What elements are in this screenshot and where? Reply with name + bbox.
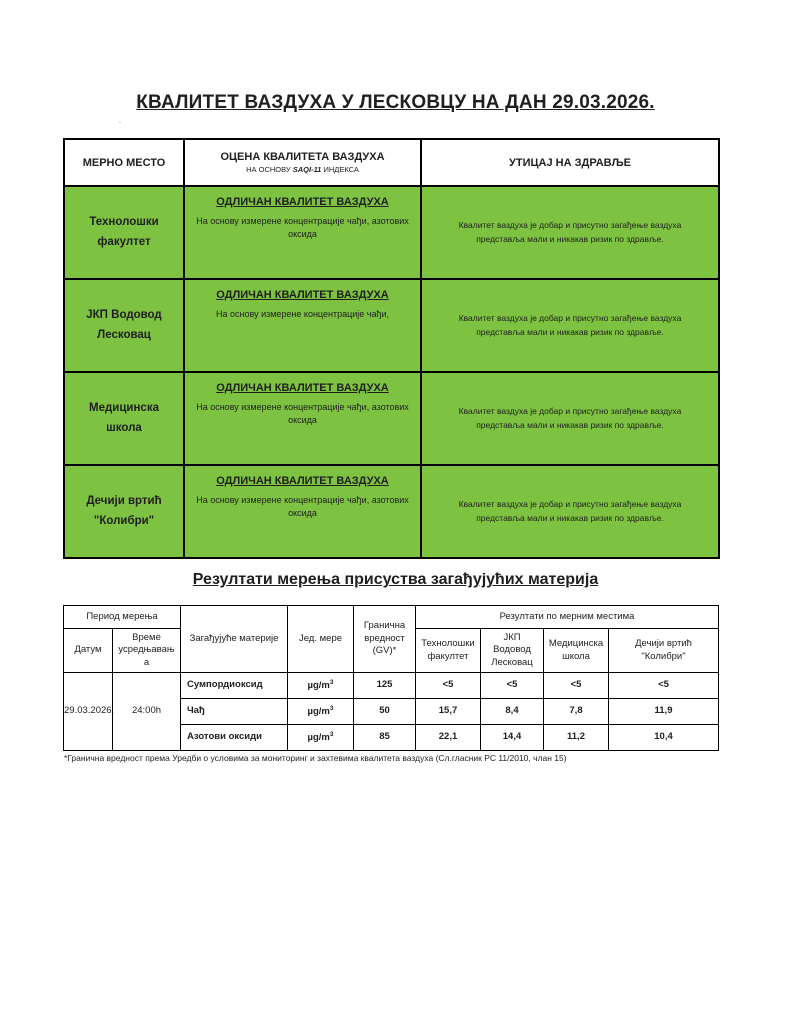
station-name-cell: Технолошки факултет (64, 186, 184, 279)
air-quality-assessment-table (63, 138, 720, 559)
rating-cell (184, 372, 421, 465)
header-site-4: Дечији вртић "Колибри" (609, 629, 719, 673)
limit-value-cell: 125 (354, 673, 416, 699)
station-name-cell: Медицинска школа (64, 372, 184, 465)
result-value-cell: 15,7 (416, 699, 481, 725)
rating-subtitle-prefix: НА ОСНОВУ (246, 165, 293, 174)
header-averaging-time: Време усредњавања (113, 629, 181, 673)
table-row (64, 465, 719, 558)
unit-base: µg/m (307, 705, 330, 717)
unit-cell (288, 725, 354, 751)
result-value-cell: 22,1 (416, 725, 481, 751)
result-value-cell: 11,2 (544, 725, 609, 751)
result-value-cell: 7,8 (544, 699, 609, 725)
station-name-cell: Дечији вртић "Колибри" (64, 465, 184, 558)
rating-cell (184, 465, 421, 558)
header-pollutants: Загађујуће материје (181, 606, 288, 673)
table-row (64, 186, 719, 279)
rating-value: ОДЛИЧАН КВАЛИТЕТ ВАЗДУХА (216, 475, 389, 487)
unit-exponent: 3 (329, 704, 334, 712)
result-value-cell: <5 (416, 673, 481, 699)
header-measurement-period: Период мерења (64, 606, 181, 629)
result-value-cell: 8,4 (481, 699, 544, 725)
result-value-cell: <5 (481, 673, 544, 699)
time-value-cell: 24:00h (113, 673, 181, 751)
unit-exponent: 3 (329, 730, 334, 738)
header-measuring-site (64, 139, 184, 186)
rating-basis: На основу измерене концентрације чађи, (216, 309, 389, 319)
limit-value-cell: 85 (354, 725, 416, 751)
header-results-by-site: Резултати по мерним местима (416, 606, 719, 629)
unit-cell (288, 673, 354, 699)
result-value-cell: 11,9 (609, 699, 719, 725)
rating-basis: На основу измерене концентрације чађи, азотових оксида (196, 495, 409, 518)
unit-base: µg/m (307, 731, 330, 743)
header-limit-value: Гранична вредност (GV)* (354, 606, 416, 673)
page-title: КВАЛИТЕТ ВАЗДУХА У ЛЕСКОВЦУ НА ДАН 29.03.2026. (136, 92, 655, 113)
result-value-cell: 10,4 (609, 725, 719, 751)
header-unit: Јед. мере (288, 606, 354, 673)
header-site-1: Технолошки факултет (416, 629, 481, 673)
rating-cell (184, 279, 421, 372)
station-name-cell: ЈКП Водовод Лесковац (64, 279, 184, 372)
unit-exponent: 3 (329, 678, 334, 686)
rating-value: ОДЛИЧАН КВАЛИТЕТ ВАЗДУХА (216, 382, 389, 394)
limit-value-footnote: *Гранична вредност према Уредби о условима за мониторинг и захтевима квалитета ваздуха (Сл.гласник РС 11/2010, члан 15) (64, 753, 567, 763)
table-row (64, 372, 719, 465)
impact-cell: Квалитет ваздуха је добар и присутно загађење ваздуха представља мали и никакав ризик по здравље. (421, 372, 719, 465)
date-value-cell: 29.03.2026. (64, 673, 113, 751)
header-health-impact-label: УТИЦАЈ НА ЗДРАВЉЕ (509, 156, 631, 169)
header-measuring-site-label: МЕРНО МЕСТО (82, 156, 166, 169)
unit-cell (288, 699, 354, 725)
header-rating-title: ОЦЕНА КВАЛИТЕТА ВАЗДУХА (220, 151, 385, 163)
rating-basis: На основу измерене концентрације чађи, азотових оксида (196, 402, 409, 425)
header-air-quality-rating (184, 139, 421, 186)
impact-cell: Квалитет ваздуха је добар и присутно загађење ваздуха представља мали и никакав ризик по здравље. (421, 186, 719, 279)
impact-cell: Квалитет ваздуха је добар и присутно загађење ваздуха представља мали и никакав ризик по здравље. (421, 465, 719, 558)
measurement-results-table (63, 605, 719, 751)
result-value-cell: <5 (609, 673, 719, 699)
impact-cell: Квалитет ваздуха је добар и присутно загађење ваздуха представља мали и никакав ризик по здравље. (421, 279, 719, 372)
rating-subtitle-suffix: ИНДЕКСА (321, 165, 359, 174)
rating-value: ОДЛИЧАН КВАЛИТЕТ ВАЗДУХА (216, 196, 389, 208)
table-row (64, 279, 719, 372)
header-site-2: ЈКП Водовод Лесковац (481, 629, 544, 673)
saqi-index-label: SAQI-11 (292, 165, 322, 174)
results-header-row-1 (64, 606, 719, 629)
result-row (64, 673, 719, 699)
result-value-cell: 14,4 (481, 725, 544, 751)
pollutant-name-cell: Чађ (181, 699, 288, 725)
pollutant-name-cell: Азотови оксиди (181, 725, 288, 751)
rating-value: ОДЛИЧАН КВАЛИТЕТ ВАЗДУХА (216, 289, 389, 301)
result-value-cell: <5 (544, 673, 609, 699)
header-health-impact (421, 139, 719, 186)
pollutant-name-cell: Сумпордиоксид (181, 673, 288, 699)
unit-base: µg/m (307, 679, 330, 691)
rating-cell (184, 186, 421, 279)
assessment-header-row (64, 139, 719, 186)
limit-value-cell: 50 (354, 699, 416, 725)
results-section-title: Резултати мерења присуства загађујућих материја (192, 571, 599, 588)
stray-mark: . (119, 118, 121, 125)
header-date: Датум (64, 629, 113, 673)
header-site-3: Медицинска школа (544, 629, 609, 673)
rating-basis: На основу измерене концентрације чађи, азотових оксида (196, 216, 409, 239)
header-rating-subtitle (185, 165, 420, 174)
